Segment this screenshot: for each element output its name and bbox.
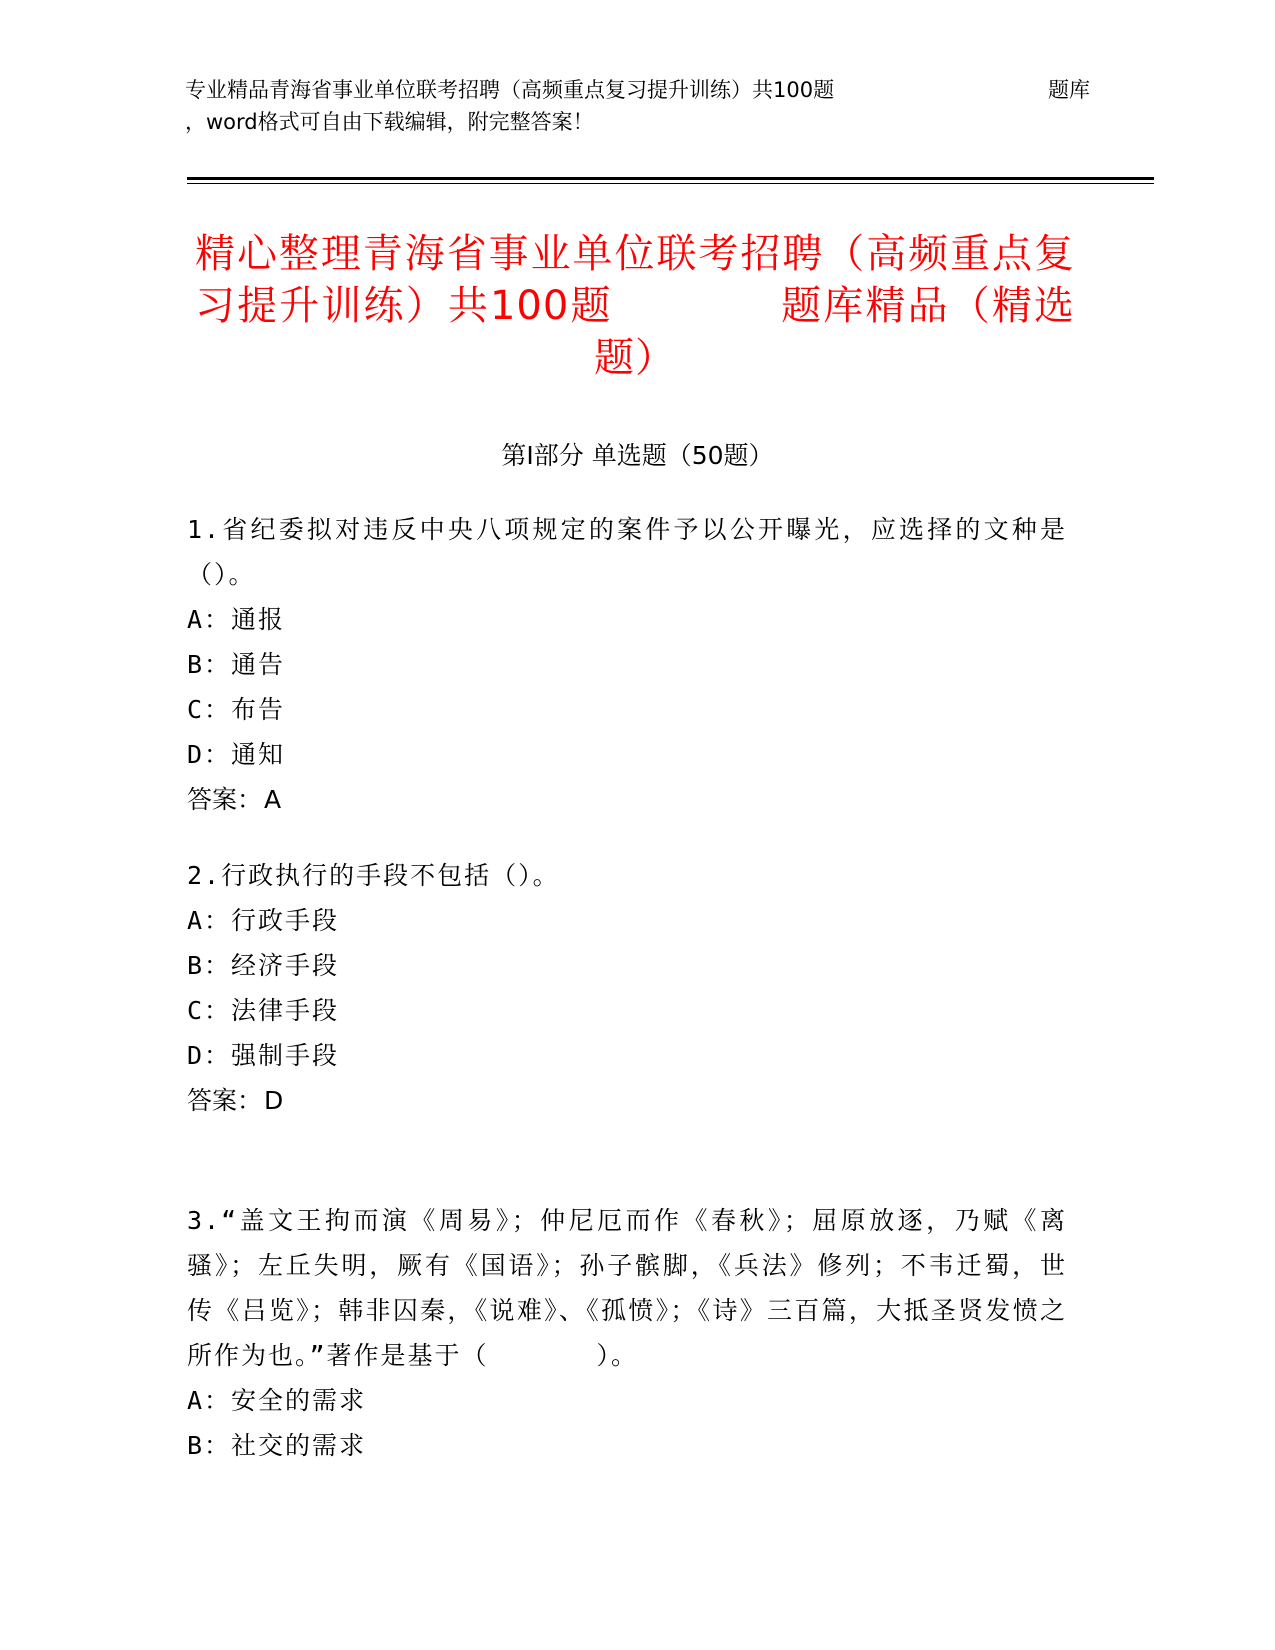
option-key: C： [187,695,232,724]
answer-label: 答案： [187,1086,263,1115]
question-text: 2.行政执行的手段不包括（）。 [187,861,560,890]
option-text: 经济手段 [231,951,340,980]
section-title: 第Ⅰ部分 单选题（50题） [501,441,774,470]
question-1 [187,507,1067,822]
option-a [187,1378,1067,1423]
option-key: B： [187,650,232,679]
document-title: 精心整理青海省事业单位联考招聘（高频重点复习提升训练）共100题 题库精品（精选题） [195,231,1075,381]
header-line-2: ，word格式可自由下载编辑，附完整答案！ [185,110,594,134]
answer-line [187,777,1067,822]
header-rule-thin [187,183,1154,184]
answer-value: D [264,1086,284,1115]
option-d [187,1033,1067,1078]
option-key: A： [187,605,232,634]
option-text: 通报 [231,605,286,634]
question-text: 1.省纪委拟对违反中央八项规定的案件予以公开曝光，应选择的文种是（）。 [187,515,1067,589]
answer-line [187,1078,1067,1123]
option-key: D： [187,1041,232,1070]
answer-value: A [264,785,282,814]
option-key: A： [187,1386,232,1415]
header-right-text: 题库 [1048,78,1090,102]
option-key: D： [187,740,232,769]
question-2 [187,853,1067,1123]
option-text: 行政手段 [231,906,340,935]
question-text: 3.“盖文王拘而演《周易》；仲尼厄而作《春秋》；屈原放逐，乃赋《离骚》；左丘失明，厥有《国语》；孙子髌脚，《兵法》修列；不韦迁蜀，世传《吕览》；韩非囚秦，《说难》、《孤愤》；《诗》三百篇，大抵圣贤发愤之所作为也。”著作是基于（ ）。 [187,1206,1067,1370]
option-b [187,943,1067,988]
option-key: C： [187,996,232,1025]
option-text: 社交的需求 [231,1431,367,1460]
option-text: 通告 [231,650,286,679]
option-key: A： [187,906,232,935]
option-text: 安全的需求 [231,1386,367,1415]
option-c [187,687,1067,732]
option-a [187,898,1067,943]
option-d [187,732,1067,777]
option-a [187,597,1067,642]
option-text: 法律手段 [231,996,340,1025]
question-3 [187,1198,1067,1468]
answer-label: 答案： [187,785,263,814]
option-text: 强制手段 [231,1041,340,1070]
option-key: B： [187,951,232,980]
option-b [187,642,1067,687]
option-text: 布告 [231,695,286,724]
option-c [187,988,1067,1033]
option-key: B： [187,1431,232,1460]
header-text: 专业精品青海省事业单位联考招聘（高频重点复习提升训练）共100题 [185,78,835,102]
header-line-1 [185,76,1090,104]
header-rule-thick [187,177,1154,180]
option-text: 通知 [231,740,286,769]
option-b [187,1423,1067,1468]
